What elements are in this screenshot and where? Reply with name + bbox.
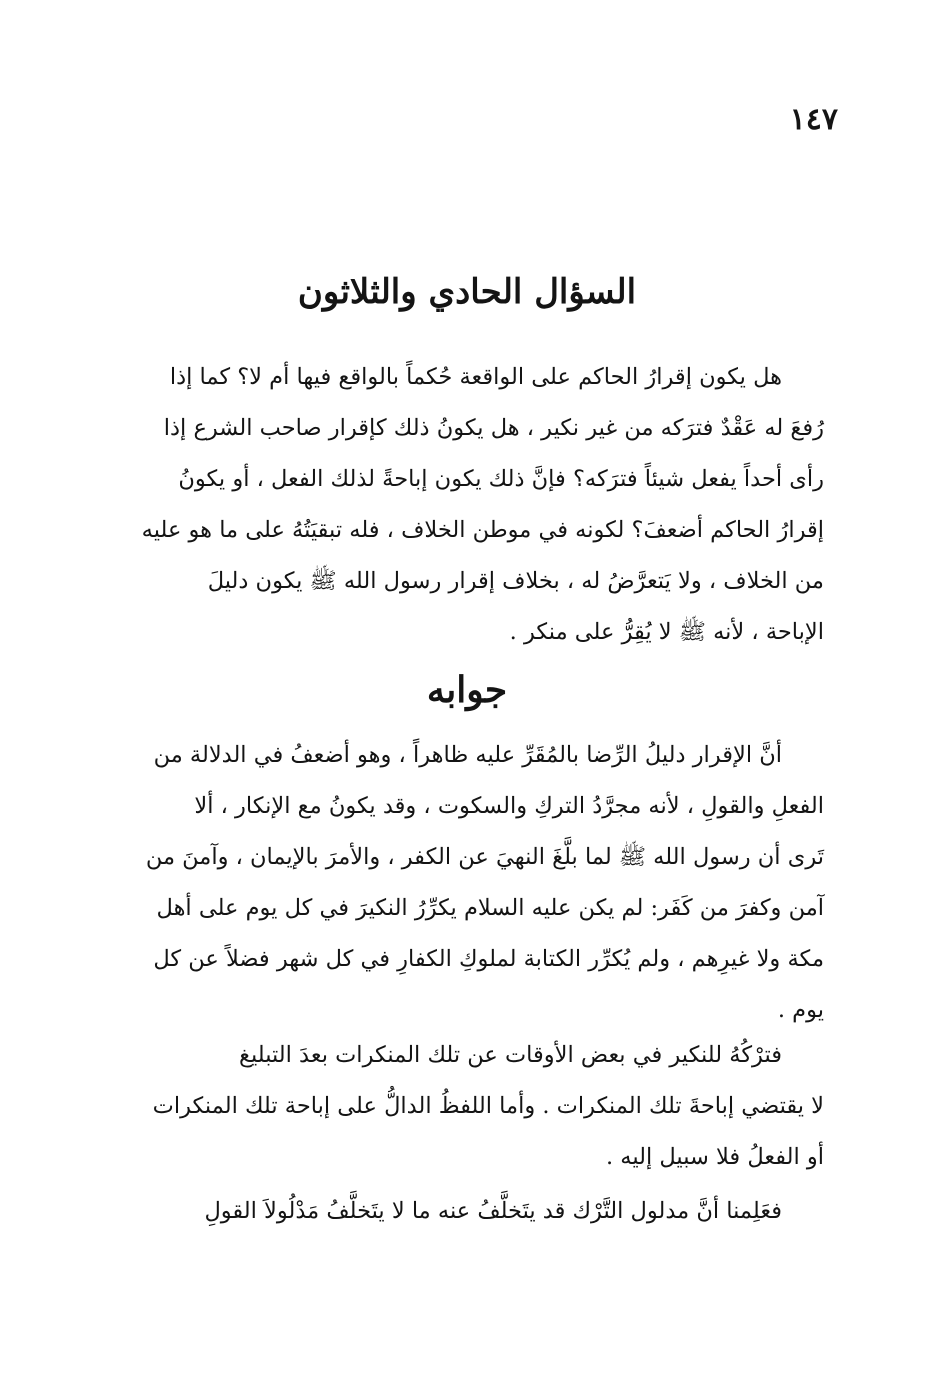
- text-line: يوم .: [777, 997, 824, 1023]
- question-paragraph: [104, 352, 824, 658]
- page-number: ١٤٧: [789, 102, 838, 137]
- body-paragraph-3: [104, 1186, 824, 1237]
- text-line: لا يقتضي إباحةَ تلك المنكرات . وأما اللفظُ الدالُّ على إباحة تلك المنكرات: [152, 1093, 824, 1119]
- text-line: الفعلِ والقولِ ، لأنه مجرَّدُ التركِ والسكوت ، وقد يكونُ مع الإنكار ، ألا: [194, 793, 824, 819]
- text-line: إقرارُ الحاكم أضعفَ؟ لكونه في موطن الخلاف ، فله تبقيَتُهُ على ما هو عليه: [141, 517, 824, 543]
- text-line: فعَلِمنا أنَّ مدلول التَّرْك قد يتَخلَّفُ عنه ما لا يتَخلَّفُ مَدْلُولاَ القولِ: [204, 1198, 782, 1224]
- body-paragraph-2: [104, 1030, 824, 1183]
- text-line: تَرى أن رسول الله ﷺ لما بلَّغَ النهيَ عن الكفر ، والأمرَ بالإيمان ، وآمنَ من: [145, 844, 824, 870]
- text-line: من الخلاف ، ولا يَتعرَّضُ له ، بخلاف إقرار رسول الله ﷺ يكون دليلَ: [207, 568, 824, 594]
- text-line: آمن وكفرَ من كَفَر: لم يكن عليه السلام يكرِّرُ النكيرَ في كل يوم على أهل: [156, 895, 824, 921]
- answer-heading: جوابه: [426, 669, 508, 711]
- text-line: الإباحة ، لأنه ﷺ لا يُقِرُّ على منكر .: [509, 619, 824, 645]
- answer-paragraph: [104, 730, 824, 1036]
- text-line: هل يكون إقرارُ الحاكم على الواقعة حُكماً بالواقع فيها أم لا؟ كما إذا: [169, 364, 782, 390]
- chapter-title: السؤال الحادي والثلاثون: [297, 272, 637, 312]
- text-line: مكة ولا غيرِهم ، ولم يُكرِّر الكتابة لملوكِ الكفارِ في كل شهر فضلاً عن كل: [153, 946, 824, 972]
- text-line: فترْكُهُ للنكير في بعض الأوقات عن تلك المنكرات بعدَ التبليغ: [239, 1042, 782, 1068]
- text-line: رُفعَ له عَقْدٌ فترَكه من غير نكير ، هل يكونُ ذلك كإقرار صاحب الشرع إذا: [163, 415, 824, 441]
- text-line: أو الفعلُ فلا سبيل إليه .: [605, 1144, 824, 1170]
- text-line: رأى أحداً يفعل شيئاً فترَكه؟ فإنَّ ذلك يكون إباحةً لذلك الفعل ، أو يكونُ: [178, 466, 824, 492]
- text-line: أنَّ الإقرار دليلُ الرِّضا بالمُقَرِّ عليه ظاهراً ، وهو أضعفُ في الدلالة من: [153, 742, 782, 768]
